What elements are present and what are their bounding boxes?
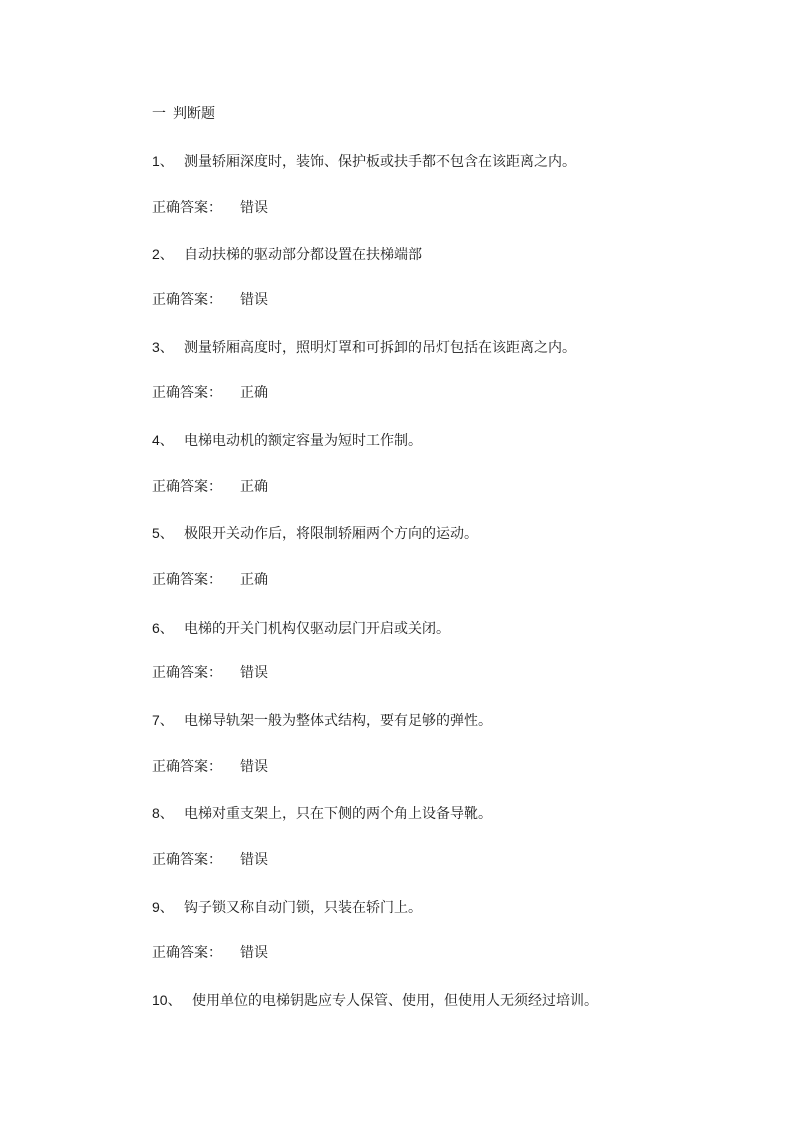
answer-7: [152, 757, 268, 777]
question-10: [152, 990, 598, 1011]
question-text: 自动扶梯的驱动部分都设置在扶梯端部: [184, 247, 422, 263]
answer-value: 错误: [240, 759, 268, 775]
question-text: 电梯的开关门机构仅驱动层门开启或关闭。: [184, 621, 450, 637]
question-text: 测量轿厢深度时，装饰、保护板或扶手都不包含在该距离之内。: [184, 154, 576, 170]
question-6: [152, 618, 450, 639]
question-8: [152, 803, 492, 824]
answer-6: [152, 663, 268, 683]
answer-value: 错误: [240, 292, 268, 308]
section-heading: [152, 104, 215, 124]
question-number: 10、: [152, 992, 182, 1008]
answer-value: 错误: [240, 852, 268, 868]
answer-value: 错误: [240, 200, 268, 216]
section-title-text: 判断题: [173, 106, 215, 122]
question-3: [152, 337, 576, 358]
question-2: [152, 244, 422, 265]
question-number: 6、: [152, 620, 174, 636]
answer-label: 正确答案：: [152, 479, 222, 495]
question-number: 2、: [152, 246, 174, 262]
question-text: 测量轿厢高度时，照明灯罩和可拆卸的吊灯包括在该距离之内。: [184, 340, 576, 356]
question-7: [152, 710, 492, 731]
answer-label: 正确答案：: [152, 292, 222, 308]
answer-label: 正确答案：: [152, 385, 222, 401]
question-number: 9、: [152, 899, 174, 915]
answer-value: 正确: [240, 479, 268, 495]
answer-label: 正确答案：: [152, 852, 222, 868]
question-number: 4、: [152, 432, 174, 448]
answer-value: 错误: [240, 665, 268, 681]
answer-label: 正确答案：: [152, 759, 222, 775]
question-number: 8、: [152, 805, 174, 821]
section-marker: 一: [152, 106, 166, 122]
question-text: 电梯导轨架一般为整体式结构，要有足够的弹性。: [184, 713, 492, 729]
answer-label: 正确答案：: [152, 665, 222, 681]
answer-value: 错误: [240, 945, 268, 961]
question-text: 电梯对重支架上，只在下侧的两个角上设备导靴。: [184, 806, 492, 822]
question-text: 钩子锁又称自动门锁，只装在轿门上。: [184, 900, 422, 916]
answer-label: 正确答案：: [152, 945, 222, 961]
answer-value: 正确: [240, 385, 268, 401]
answer-label: 正确答案：: [152, 200, 222, 216]
answer-1: [152, 198, 268, 218]
question-text: 电梯电动机的额定容量为短时工作制。: [184, 433, 422, 449]
answer-8: [152, 850, 268, 870]
question-text: 使用单位的电梯钥匙应专人保管、使用，但使用人无须经过培训。: [192, 993, 598, 1009]
answer-4: [152, 477, 268, 497]
answer-9: [152, 943, 268, 963]
answer-3: [152, 383, 268, 403]
question-5: [152, 523, 478, 544]
question-number: 1、: [152, 153, 174, 169]
question-9: [152, 897, 422, 918]
answer-2: [152, 290, 268, 310]
question-1: [152, 151, 576, 172]
question-number: 3、: [152, 339, 174, 355]
question-text: 极限开关动作后，将限制轿厢两个方向的运动。: [184, 526, 478, 542]
question-4: [152, 430, 422, 451]
answer-5: [152, 570, 268, 590]
answer-value: 正确: [240, 572, 268, 588]
question-number: 5、: [152, 525, 174, 541]
question-number: 7、: [152, 712, 174, 728]
answer-label: 正确答案：: [152, 572, 222, 588]
